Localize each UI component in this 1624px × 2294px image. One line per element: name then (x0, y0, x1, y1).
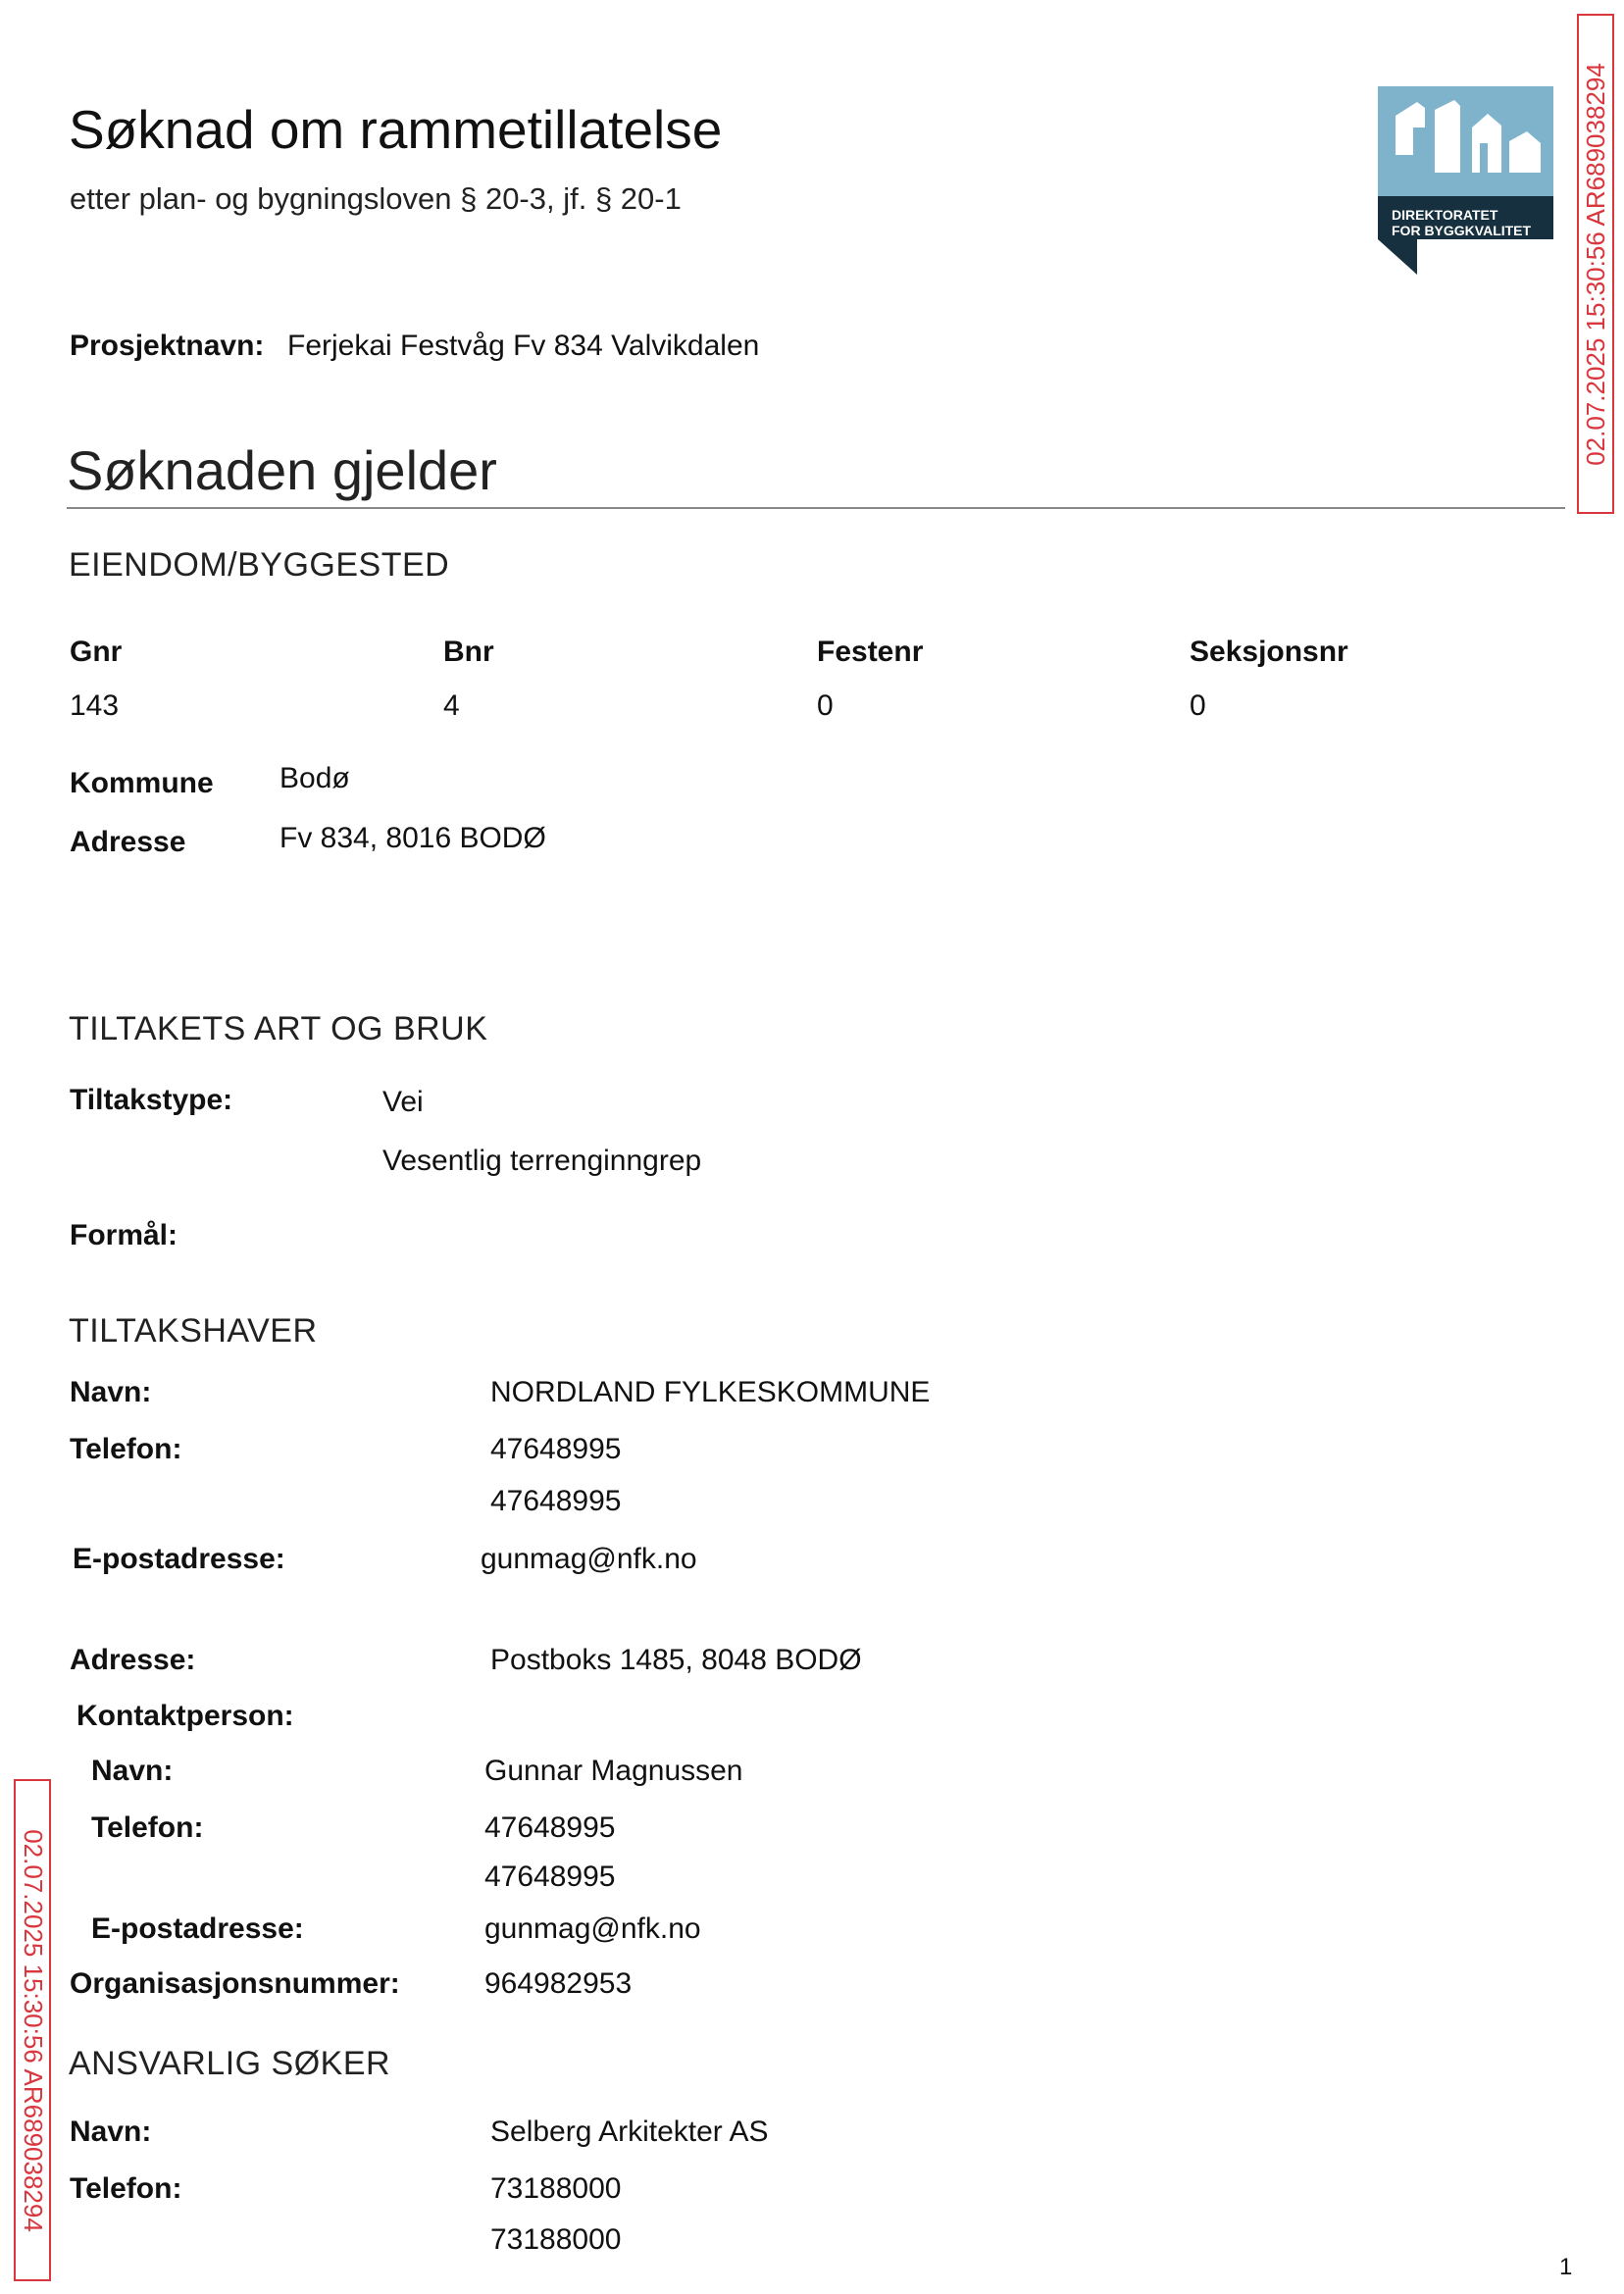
bnr-value: 4 (443, 689, 460, 722)
festenr-value: 0 (817, 689, 834, 722)
ansvarlig-navn-label: Navn: (70, 2116, 152, 2148)
kontakt-navn-label: Navn: (91, 1755, 174, 1787)
gnr-value: 143 (70, 689, 120, 722)
formal-label: Formål: (70, 1219, 178, 1251)
tiltakshaver-heading: TILTAKSHAVER (69, 1312, 318, 1350)
kontakt-navn-value: Gunnar Magnussen (484, 1755, 743, 1787)
dibk-logo (1378, 86, 1553, 275)
ansvarlig-telefon-2: 73188000 (490, 2223, 622, 2256)
seksjonsnr-value: 0 (1190, 689, 1206, 722)
ansvarlig-telefon-label: Telefon: (70, 2172, 182, 2205)
kontakt-epost-value: gunmag@nfk.no (484, 1912, 701, 1945)
adresse-label: Adresse (70, 826, 186, 858)
timestamp-stamp-left (14, 1779, 51, 2281)
tiltakshaver-telefon-2: 47648995 (490, 1485, 622, 1517)
kontakt-epost-label: E-postadresse: (91, 1912, 304, 1945)
page-number: 1 (1559, 2254, 1573, 2280)
kontakt-telefon-1: 47648995 (484, 1811, 616, 1844)
stamp-text: 02.07.2025 15:30:56 AR689038294 (1580, 62, 1610, 466)
org-nummer-value: 964982953 (484, 1967, 633, 2000)
page-title: Søknad om rammetillatelse (69, 99, 723, 160)
tiltakshaver-telefon-label: Telefon: (70, 1433, 182, 1465)
festenr-label: Festenr (817, 636, 924, 668)
seksjonsnr-label: Seksjonsnr (1190, 636, 1348, 668)
eiendom-heading: EIENDOM/BYGGESTED (69, 546, 450, 584)
bnr-label: Bnr (443, 636, 494, 668)
stamp-text: 02.07.2025 15:30:56 AR689038294 (18, 1828, 48, 2232)
timestamp-stamp-right (1577, 14, 1614, 514)
dibk-logo-icon (1378, 86, 1553, 275)
tiltakshaver-epost-value: gunmag@nfk.no (481, 1543, 697, 1575)
section-title: Søknaden gjelder (67, 439, 497, 501)
tiltakshaver-adresse-label: Adresse: (70, 1644, 196, 1676)
logo-line-2: FOR BYGGKVALITET (1392, 223, 1532, 238)
tiltak-heading: TILTAKETS ART OG BRUK (69, 1010, 488, 1047)
tiltakshaver-telefon-1: 47648995 (490, 1433, 622, 1465)
kommune-label: Kommune (70, 767, 214, 799)
adresse-value: Fv 834, 8016 BODØ (279, 822, 546, 854)
kommune-value: Bodø (279, 762, 350, 794)
ansvarlig-telefon-1: 73188000 (490, 2172, 622, 2205)
tiltakshaver-navn-label: Navn: (70, 1376, 152, 1408)
kontaktperson-label: Kontaktperson: (76, 1700, 294, 1732)
ansvarlig-navn-value: Selberg Arkitekter AS (490, 2116, 769, 2148)
project-name-value: Ferjekai Festvåg Fv 834 Valvikdalen (287, 330, 760, 362)
page-subtitle: etter plan- og bygningsloven § 20-3, jf. § 20-1 (70, 181, 682, 216)
project-name-label: Prosjektnavn: (70, 330, 265, 362)
tiltakshaver-epost-label: E-postadresse: (73, 1543, 285, 1575)
tiltakstype-value-1: Vei (382, 1086, 424, 1118)
ansvarlig-heading: ANSVARLIG SØKER (69, 2045, 391, 2082)
tiltakstype-label: Tiltakstype: (70, 1084, 233, 1116)
gnr-label: Gnr (70, 636, 123, 668)
tiltakshaver-navn-value: NORDLAND FYLKESKOMMUNE (490, 1376, 931, 1408)
org-nummer-label: Organisasjonsnummer: (70, 1967, 400, 2000)
tiltakshaver-adresse-value: Postboks 1485, 8048 BODØ (490, 1644, 862, 1676)
kontakt-telefon-2: 47648995 (484, 1861, 616, 1893)
tiltakstype-value-2: Vesentlig terrenginngrep (382, 1145, 702, 1177)
section-divider (67, 507, 1565, 509)
kontakt-telefon-label: Telefon: (91, 1811, 204, 1844)
logo-line-1: DIREKTORATET (1392, 207, 1498, 223)
